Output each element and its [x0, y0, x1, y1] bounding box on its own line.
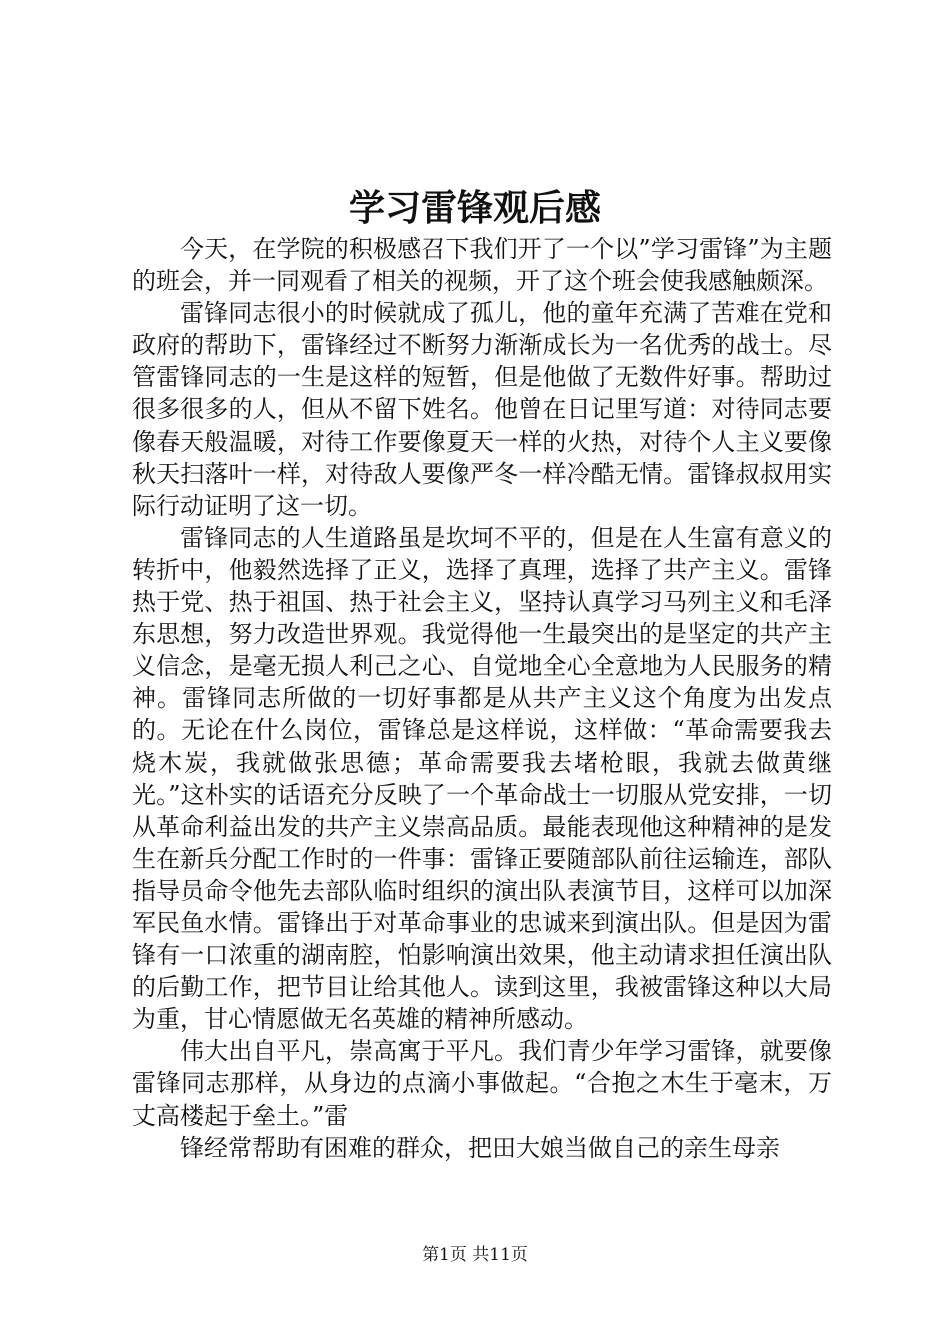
paragraph-2: 雷锋同志很小的时候就成了孤儿，他的童年充满了苦难在党和政府的帮助下，雷锋经过不断努力渐渐成长为一名优秀的战士。尽管雷锋同志的一生是这样的短暂，但是他做了无数件好事。帮助过很多很多的人，但从不留下姓名。他曾在日记里写道：对待同志要像春天般温暖，对待工作要像夏天一样的火热，对待个人主义要像秋天扫落叶一样，对待敌人要像严冬一样冷酷无情。雷锋叔叔用实际行动证明了这一切。: [132, 299, 832, 520]
paragraph-4: 伟大出自平凡，崇高寓于平凡。我们青少年学习雷锋，就要像雷锋同志那样，从身边的点滴小事做起。“合抱之木生于毫末，万丈高楼起于垒土。”雷: [132, 1037, 832, 1130]
page-title: 学习雷锋观后感: [348, 187, 601, 229]
paragraph-1: 今天，在学院的积极感召下我们开了一个以”学习雷锋”为主题的班会，并一同观看了相关的视频，开了这个班会使我感触颇深。: [132, 235, 832, 296]
paragraph-5: 锋经常帮助有困难的群众，把田大娘当做自己的亲生母亲: [180, 1133, 780, 1162]
page-footer: 第1页 共11页: [422, 1245, 528, 1265]
article-body: [132, 233, 832, 1164]
paragraph-3: 雷锋同志的人生道路虽是坎坷不平的，但是在人生富有意义的转折中，他毅然选择了正义，选择了真理，选择了共产主义。雷锋热于党、热于祖国、热于社会主义，坚持认真学习马列主义和毛泽东思想，努力改造世界观。我觉得他一生最突出的是坚定的共产主义信念，是毫无损人利己之心、自觉地全心全意地为人民服务的精神。雷锋同志所做的一切好事都是从共产主义这个角度为出发点的。无论在什么岗位，雷锋总是这样说，这样做：“革命需要我去烧木炭，我就做张思德；革命需要我去堵枪眼，我就去做黄继光。”这朴实的话语充分反映了一个革命战士一切服从党安排，一切从革命利益出发的共产主义崇高品质。最能表现他这种精神的是发生在新兵分配工作时的一件事：雷锋正要随部队前往运输连，部队指导员命令他先去部队临时组织的演出队表演节目，这样可以加深军民鱼水情。雷锋出于对革命事业的忠诚来到演出队。但是因为雷锋有一口浓重的湖南腔，怕影响演出效果，他主动请求担任演出队的后勤工作，把节目让给其他人。读到这里，我被雷锋这种以大局为重，甘心情愿做无名英雄的精神所感动。: [132, 523, 832, 1034]
